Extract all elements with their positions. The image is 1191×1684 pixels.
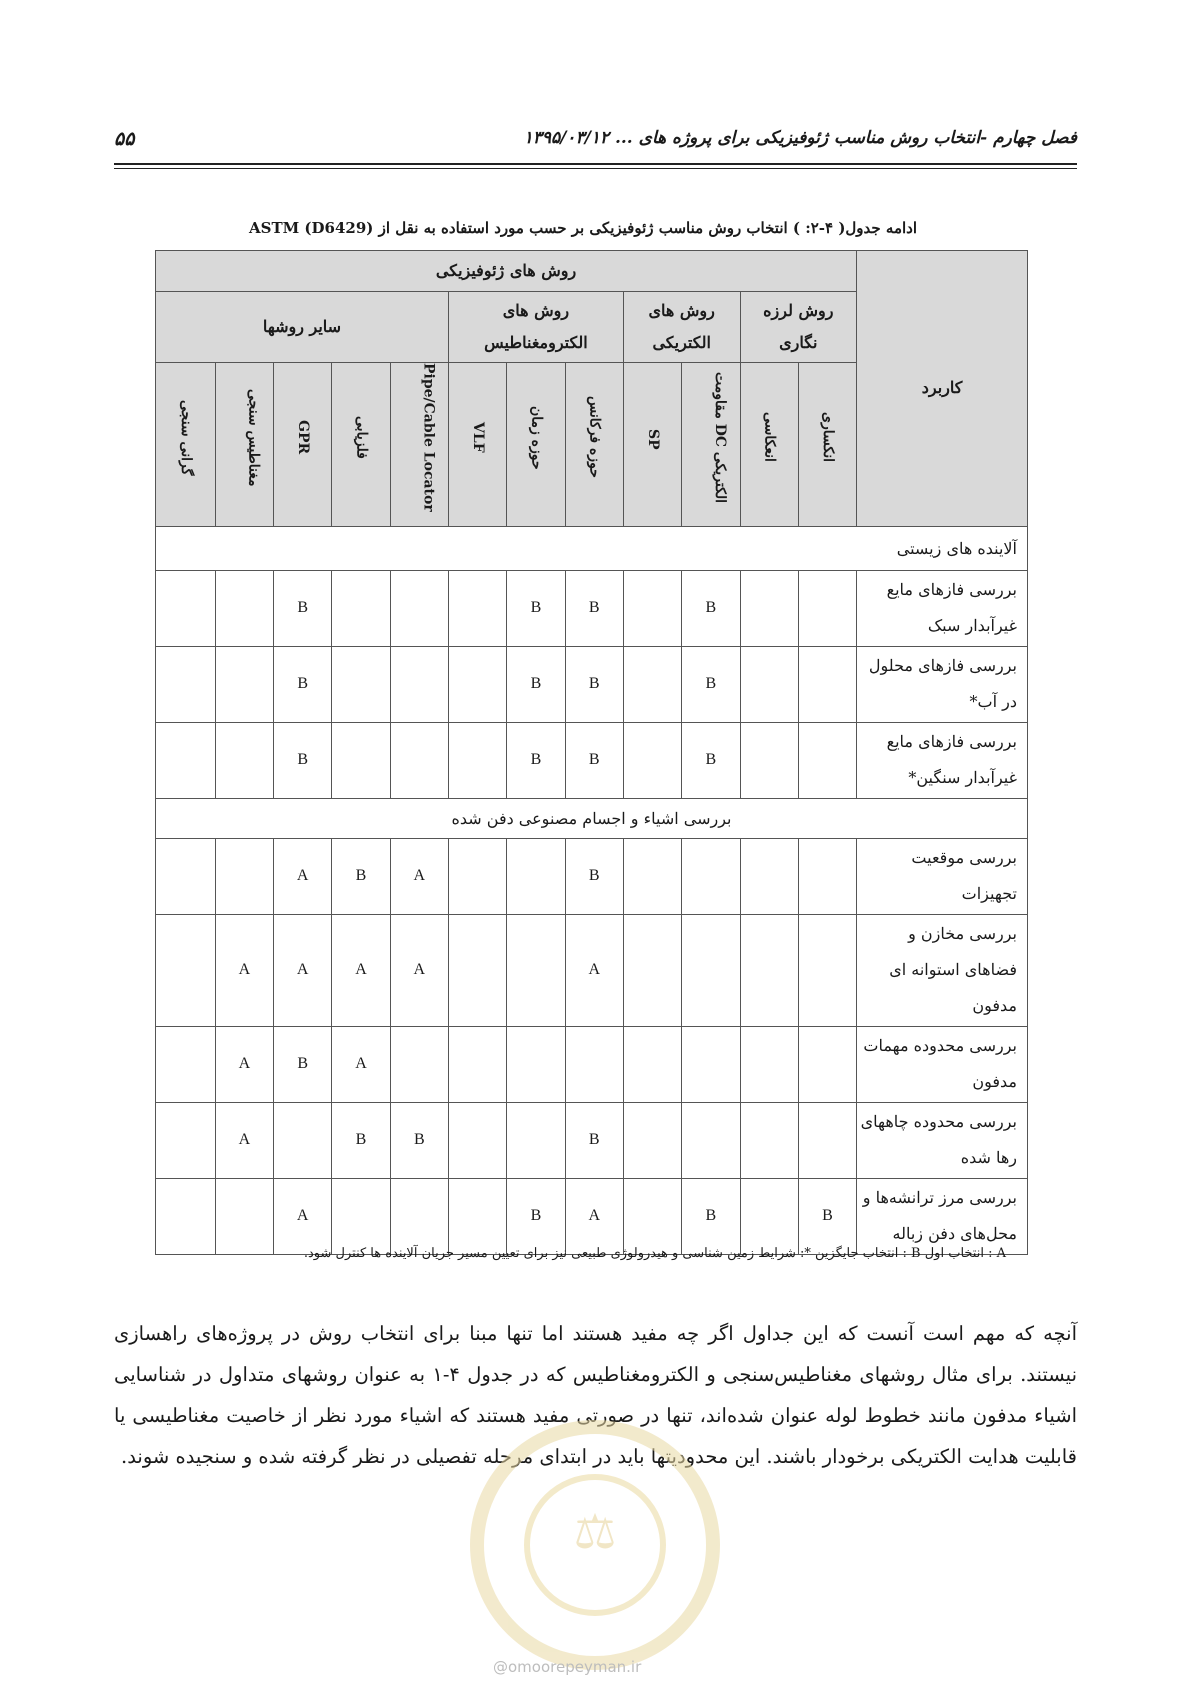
method-rating-cell: B — [565, 722, 623, 798]
column-label: SP — [645, 428, 662, 450]
usage-cell: بررسی محدوده مهمات مدفون — [857, 1026, 1028, 1102]
method-rating-cell — [332, 1178, 390, 1254]
method-rating-cell — [448, 570, 506, 646]
method-rating-cell — [156, 570, 216, 646]
page-number: ۵۵ — [114, 128, 135, 150]
method-rating-cell — [682, 914, 740, 1026]
site-credit: @omoorepeyman.ir — [493, 1658, 642, 1676]
method-rating-cell — [740, 722, 798, 798]
method-rating-cell — [448, 914, 506, 1026]
usage-header: کاربرد — [857, 251, 1028, 527]
method-rating-cell: A — [274, 914, 332, 1026]
method-rating-cell — [507, 1102, 565, 1178]
table-row — [156, 1178, 1028, 1254]
method-rating-cell — [682, 1102, 740, 1178]
method-rating-cell: A — [565, 1178, 623, 1254]
chapter-title: فصل چهارم -انتخاب روش مناسب ژئوفیزیکی برای پروژه های ... ۱۳۹۵/۰۳/۱۲ — [523, 128, 1077, 148]
method-rating-cell — [798, 570, 856, 646]
method-rating-cell — [623, 838, 681, 914]
method-rating-cell — [798, 646, 856, 722]
method-rating-cell: A — [215, 1102, 273, 1178]
method-rating-cell — [448, 838, 506, 914]
column-label: انکساری — [819, 412, 836, 463]
body-paragraph: آنچه که مهم است آنست که این جداول اگر چه مفید هستند اما تنها مبنا برای انتخاب روش در پروژه‌های راهسازی نیستند. برای مثال روشهای مغناطیس‌سنجی و الکترومغناطیس که در جدول ۴-۱ به عنوان روشهای متداول در شناسایی اشیاء مدفون مانند خطوط لوله عنوان شده‌اند، تنها در صورتی مفید هستند که اشیاء مورد نظر از خاصیت مغناطیسی یا قابلیت هدایت الکتریکی برخودار باشند. این محدودیتها باید در ابتدای مرحله تفصیلی در نظر گرفته شده و سنجیده شوند. — [114, 1322, 1077, 1468]
method-rating-cell — [215, 722, 273, 798]
geophysics-method-table — [155, 250, 1028, 1255]
group-seismic: روش لرزه نگاری — [740, 292, 857, 363]
method-rating-cell — [390, 1026, 448, 1102]
method-rating-cell — [332, 570, 390, 646]
method-rating-cell: B — [682, 722, 740, 798]
col-header — [215, 363, 273, 527]
table-row — [156, 570, 1028, 646]
method-rating-cell — [215, 646, 273, 722]
method-rating-cell: B — [507, 1178, 565, 1254]
method-rating-cell: B — [332, 1102, 390, 1178]
method-rating-cell — [156, 838, 216, 914]
section-biological-pollutants: آلاینده های زیستی — [156, 526, 1028, 570]
method-rating-cell — [507, 1026, 565, 1102]
col-header — [798, 363, 856, 527]
method-rating-cell — [507, 838, 565, 914]
col-header — [390, 363, 448, 527]
column-label: انعکاسی — [761, 412, 778, 463]
table-row — [156, 1102, 1028, 1178]
method-rating-cell — [274, 1102, 332, 1178]
method-rating-cell — [156, 646, 216, 722]
method-rating-cell — [623, 646, 681, 722]
column-label: حوزه فرکانس — [586, 396, 603, 479]
table-row — [156, 722, 1028, 798]
col-header — [448, 363, 506, 527]
table-row — [156, 838, 1028, 914]
col-header — [565, 363, 623, 527]
method-rating-cell — [390, 722, 448, 798]
col-header — [332, 363, 390, 527]
method-rating-cell — [623, 1102, 681, 1178]
method-rating-cell — [798, 838, 856, 914]
method-rating-cell: B — [565, 1102, 623, 1178]
scales-icon: ⚖ — [573, 1504, 617, 1560]
column-label: Pipe/Cable Locator — [420, 363, 437, 512]
column-label: مغناطیس سنجی — [245, 388, 262, 487]
method-rating-cell: B — [507, 722, 565, 798]
method-rating-cell — [215, 1178, 273, 1254]
column-label: حوزه زمان — [528, 405, 545, 470]
method-rating-cell — [156, 1026, 216, 1102]
watermark-seal-icon — [470, 1420, 720, 1670]
method-rating-cell: B — [682, 570, 740, 646]
group-electromagnetic: روش های الکترومغناطیس — [448, 292, 623, 363]
method-rating-cell — [156, 914, 216, 1026]
method-rating-cell: A — [215, 914, 273, 1026]
method-rating-cell — [740, 1178, 798, 1254]
table-row — [156, 914, 1028, 1026]
method-rating-cell: A — [274, 838, 332, 914]
method-rating-cell — [390, 1178, 448, 1254]
method-rating-cell — [740, 646, 798, 722]
table-caption: ادامه جدول( ۴-۲: ) انتخاب روش مناسب ژئوفیزیکی بر حسب مورد استفاده به نقل از ASTM (D6429) — [248, 219, 918, 237]
table-row — [156, 646, 1028, 722]
method-rating-cell — [623, 722, 681, 798]
method-rating-cell — [682, 838, 740, 914]
col-header — [682, 363, 740, 527]
method-rating-cell: B — [274, 1026, 332, 1102]
method-rating-cell — [448, 1102, 506, 1178]
method-rating-cell — [798, 1026, 856, 1102]
table-legend: A : انتخاب اول B : انتخاب جایگزین *: شرایط زمین شناسی و هیدرولوژی طبیعی نیز برای تعیین مسیر جریان آلاینده ها کنترل شود. — [303, 1246, 1006, 1261]
method-rating-cell — [740, 914, 798, 1026]
method-rating-cell: B — [798, 1178, 856, 1254]
method-rating-cell: B — [507, 570, 565, 646]
method-rating-cell: B — [274, 722, 332, 798]
method-rating-cell — [215, 838, 273, 914]
group-other: سایر روشها — [156, 292, 449, 363]
method-rating-cell — [798, 914, 856, 1026]
method-rating-cell — [448, 722, 506, 798]
header-rule-thin — [114, 168, 1077, 169]
method-rating-cell — [332, 646, 390, 722]
method-rating-cell — [156, 1178, 216, 1254]
col-header — [507, 363, 565, 527]
table-row — [156, 1026, 1028, 1102]
running-header — [114, 128, 1077, 164]
method-rating-cell — [390, 646, 448, 722]
usage-cell: بررسی مخازن و فضاهای استوانه ای مدفون — [857, 914, 1028, 1026]
method-rating-cell — [682, 1026, 740, 1102]
section-buried-objects: بررسی اشیاء و اجسام مصنوعی دفن شده — [156, 798, 1028, 838]
methods-header: روش های ژئوفیزیکی — [156, 251, 857, 292]
method-rating-cell — [623, 1026, 681, 1102]
column-label: GPR — [295, 420, 312, 455]
usage-cell: بررسی فازهای مایع غیرآبدار سنگین* — [857, 722, 1028, 798]
method-rating-cell — [156, 1102, 216, 1178]
col-header — [156, 363, 216, 527]
usage-cell: بررسی فازهای محلول در آب* — [857, 646, 1028, 722]
usage-cell: بررسی فازهای مایع غیرآبدار سبک — [857, 570, 1028, 646]
method-rating-cell — [798, 722, 856, 798]
method-rating-cell — [448, 1178, 506, 1254]
usage-cell: بررسی موقعیت تجهیزات — [857, 838, 1028, 914]
method-rating-cell — [565, 1026, 623, 1102]
column-label: VLF — [470, 422, 487, 453]
method-rating-cell — [740, 1102, 798, 1178]
method-rating-cell: B — [390, 1102, 448, 1178]
column-label: الکتریکی DC مقاومت — [711, 371, 728, 503]
method-rating-cell: B — [565, 838, 623, 914]
usage-cell: بررسی مرز ترانشه‌ها و محل‌های دفن زباله — [857, 1178, 1028, 1254]
method-rating-cell: B — [274, 570, 332, 646]
method-rating-cell: A — [390, 838, 448, 914]
method-rating-cell — [332, 722, 390, 798]
header-rule — [114, 163, 1077, 165]
method-rating-cell — [740, 570, 798, 646]
method-rating-cell: B — [507, 646, 565, 722]
column-label: فلزیابی — [353, 415, 370, 459]
method-rating-cell: A — [390, 914, 448, 1026]
method-rating-cell: A — [332, 1026, 390, 1102]
method-rating-cell — [740, 1026, 798, 1102]
method-rating-cell — [390, 570, 448, 646]
method-rating-cell — [623, 914, 681, 1026]
method-rating-cell — [448, 1026, 506, 1102]
method-rating-cell: B — [682, 1178, 740, 1254]
method-rating-cell — [740, 838, 798, 914]
method-rating-cell: A — [565, 914, 623, 1026]
method-rating-cell — [623, 570, 681, 646]
column-label: گرانی سنجی — [177, 399, 194, 476]
method-rating-cell: B — [332, 838, 390, 914]
method-rating-cell: A — [332, 914, 390, 1026]
col-header — [623, 363, 681, 527]
method-rating-cell: B — [682, 646, 740, 722]
usage-cell: بررسی محدوده چاههای رها شده — [857, 1102, 1028, 1178]
method-rating-cell — [448, 646, 506, 722]
col-header — [740, 363, 798, 527]
group-electrical: روش های الکتریکی — [623, 292, 740, 363]
method-rating-cell — [623, 1178, 681, 1254]
method-rating-cell: B — [274, 646, 332, 722]
method-rating-cell: A — [274, 1178, 332, 1254]
method-rating-cell — [798, 1102, 856, 1178]
method-rating-cell — [507, 914, 565, 1026]
method-rating-cell: B — [565, 570, 623, 646]
col-header — [274, 363, 332, 527]
method-rating-cell: B — [565, 646, 623, 722]
method-rating-cell — [215, 570, 273, 646]
method-rating-cell: A — [215, 1026, 273, 1102]
method-rating-cell — [156, 722, 216, 798]
